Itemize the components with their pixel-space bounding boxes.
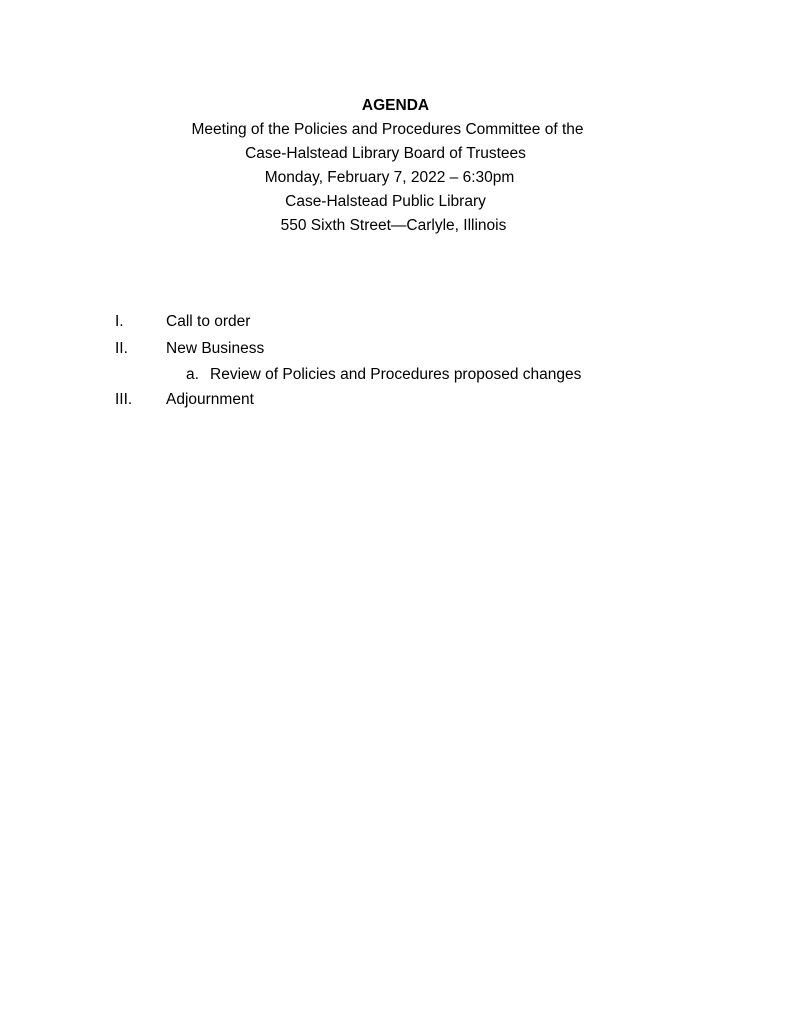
board-line: Case-Halstead Library Board of Trustees [245, 145, 526, 162]
agenda-item-text: Adjournment [166, 391, 254, 408]
agenda-subitem-letter: a. [186, 366, 199, 383]
address-line: 550 Sixth Street—Carlyle, Illinois [280, 217, 507, 234]
agenda-item-text: New Business [166, 340, 265, 357]
agenda-item-numeral: III. [115, 391, 133, 408]
agenda-title: AGENDA [361, 97, 430, 114]
venue-line: Case-Halstead Public Library [285, 193, 486, 210]
agenda-subitem-text: Review of Policies and Procedures proposed changes [210, 366, 582, 383]
date-time-line: Monday, February 7, 2022 – 6:30pm [264, 169, 515, 186]
agenda-item-numeral: I. [115, 313, 124, 330]
agenda-item-text: Call to order [166, 313, 251, 330]
agenda-item-numeral: II. [115, 340, 128, 357]
meeting-line: Meeting of the Policies and Procedures Committee of the [191, 121, 584, 138]
